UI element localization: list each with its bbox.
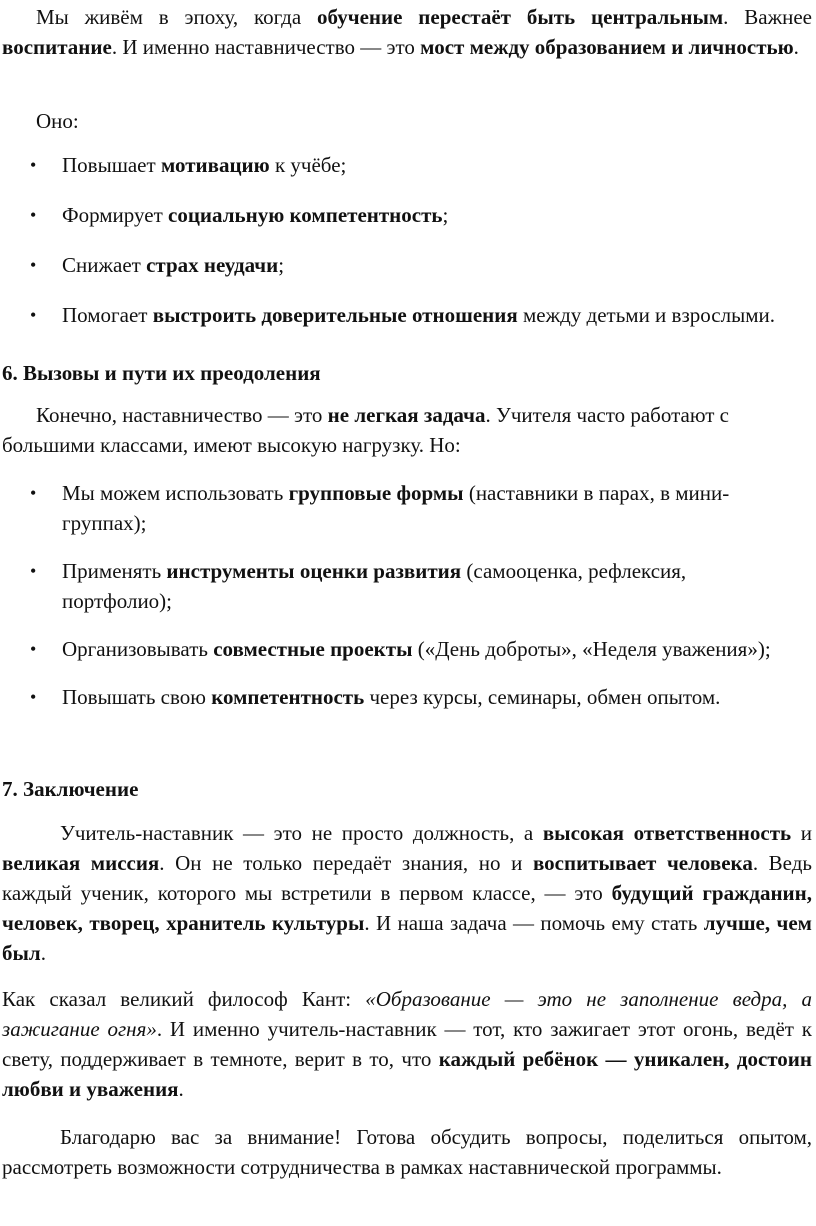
section-6-text-1: Конечно, наставничество — это: [36, 403, 328, 427]
list-item-bold: групповые формы: [288, 481, 464, 505]
intro-text-4: .: [793, 35, 799, 59]
list-item-text: Помогает: [62, 303, 153, 327]
section-6-text-2: . Учителя часто работают с большими классами, имеют высокую нагрузку. Но:: [2, 403, 730, 457]
section-7-bold-2: великая миссия: [2, 851, 160, 875]
list-item-text: через курсы, семинары, обмен опытом.: [364, 685, 721, 709]
kant-paragraph: [2, 984, 812, 1104]
intro-text-1: Мы живём в эпоху, когда: [36, 5, 318, 29]
list-item-text: Формирует: [62, 203, 168, 227]
section-7-bold-3: воспитывает человека: [532, 851, 753, 875]
section-7-bold-4: будущий гражданин, человек, творец, хранитель культуры: [2, 881, 812, 935]
benefits-list: [2, 150, 812, 330]
list-item-bold: инструменты оценки развития: [166, 559, 462, 583]
intro-bold-1: обучение перестаёт быть центральным: [317, 5, 724, 29]
section-7-bold-1: высокая ответственность: [542, 821, 792, 845]
list-item-bold: мотивацию: [160, 153, 270, 177]
intro-paragraph: [2, 2, 812, 62]
section-7-text-4: . Ведь каждый ученик, которого мы встретили в первом классе, — это: [2, 851, 812, 905]
list-item-bold: совместные проекты: [213, 637, 413, 661]
list-item: [2, 634, 812, 664]
kant-text-2: . И именно учитель-наставник — тот, кто зажигает этот огонь, ведёт к свету, поддерживает в темноте, верит в то, что: [2, 1017, 812, 1071]
list-item-text: ;: [442, 203, 449, 227]
section-7-text-1: Учитель-наставник — это не просто должность, а: [60, 821, 543, 845]
list-item-bold: страх неудачи: [146, 253, 279, 277]
list-item-bold: социальную компетентность: [168, 203, 443, 227]
section-6-bold-1: не легкая задача: [327, 403, 486, 427]
list-item-text: Организовывать: [62, 637, 214, 661]
intro-bold-3: мост между образованием и личностью: [420, 35, 794, 59]
list-item-text: к учёбе;: [269, 153, 347, 177]
list-item-text: Мы можем использовать: [62, 481, 289, 505]
section-6-heading: 6. Вызовы и пути их преодоления: [2, 361, 321, 385]
closing-paragraph: Благодарю вас за внимание! Готова обсудить вопросы, поделиться опытом, рассмотреть возможности сотрудничества в рамках наставнической программы.: [2, 1125, 812, 1179]
list-item-text: Повышает: [62, 153, 161, 177]
intro-bold-2: воспитание: [2, 35, 112, 59]
list-item-text: (наставники в парах, в мини-группах);: [62, 481, 730, 535]
list-item-text: Повышать свою: [62, 685, 212, 709]
list-item: [2, 682, 812, 712]
list-item-bold: компетентность: [211, 685, 365, 709]
list-item-text: («День доброты», «Неделя уважения»);: [412, 637, 771, 661]
list-item: [2, 478, 812, 538]
solutions-list: [2, 478, 812, 712]
intro-text-2: . Важнее: [723, 5, 812, 29]
intro-text-3: . И именно наставничество — это: [111, 35, 421, 59]
section-7-text-3: . Он не только передаёт знания, но и: [159, 851, 533, 875]
list-item: [2, 556, 812, 616]
section-6-paragraph: [2, 400, 814, 460]
list-item-text: между детьми и взрослыми.: [517, 303, 775, 327]
list-item: [2, 300, 812, 330]
list-item-bold: выстроить доверительные отношения: [152, 303, 518, 327]
list-item-text: ;: [278, 253, 285, 277]
ono-line: Оно:: [36, 109, 79, 133]
kant-bold-1: каждый ребёнок — уникален, достоин любви и уважения: [2, 1047, 813, 1101]
list-item-text: (самооценка, рефлексия, портфолио);: [62, 559, 687, 613]
section-7-bold-5: лучше, чем был: [2, 911, 812, 965]
kant-quote: «Образование — это не заполнение ведра, а зажигание огня»: [2, 987, 812, 1041]
list-item: [2, 200, 812, 230]
section-7-heading: 7. Заключение: [2, 777, 139, 801]
list-item: [2, 250, 812, 280]
section-7-text-2: и: [791, 821, 812, 845]
section-7-paragraph: [2, 818, 812, 968]
kant-text-1: Как сказал великий философ Кант:: [2, 987, 366, 1011]
list-item-text: Снижает: [62, 253, 147, 277]
section-7-text-6: .: [40, 941, 46, 965]
list-item-text: Применять: [62, 559, 167, 583]
list-item: [2, 150, 812, 180]
kant-text-3: .: [178, 1077, 184, 1101]
section-7-text-5: . И наша задача — помочь ему стать: [364, 911, 704, 935]
